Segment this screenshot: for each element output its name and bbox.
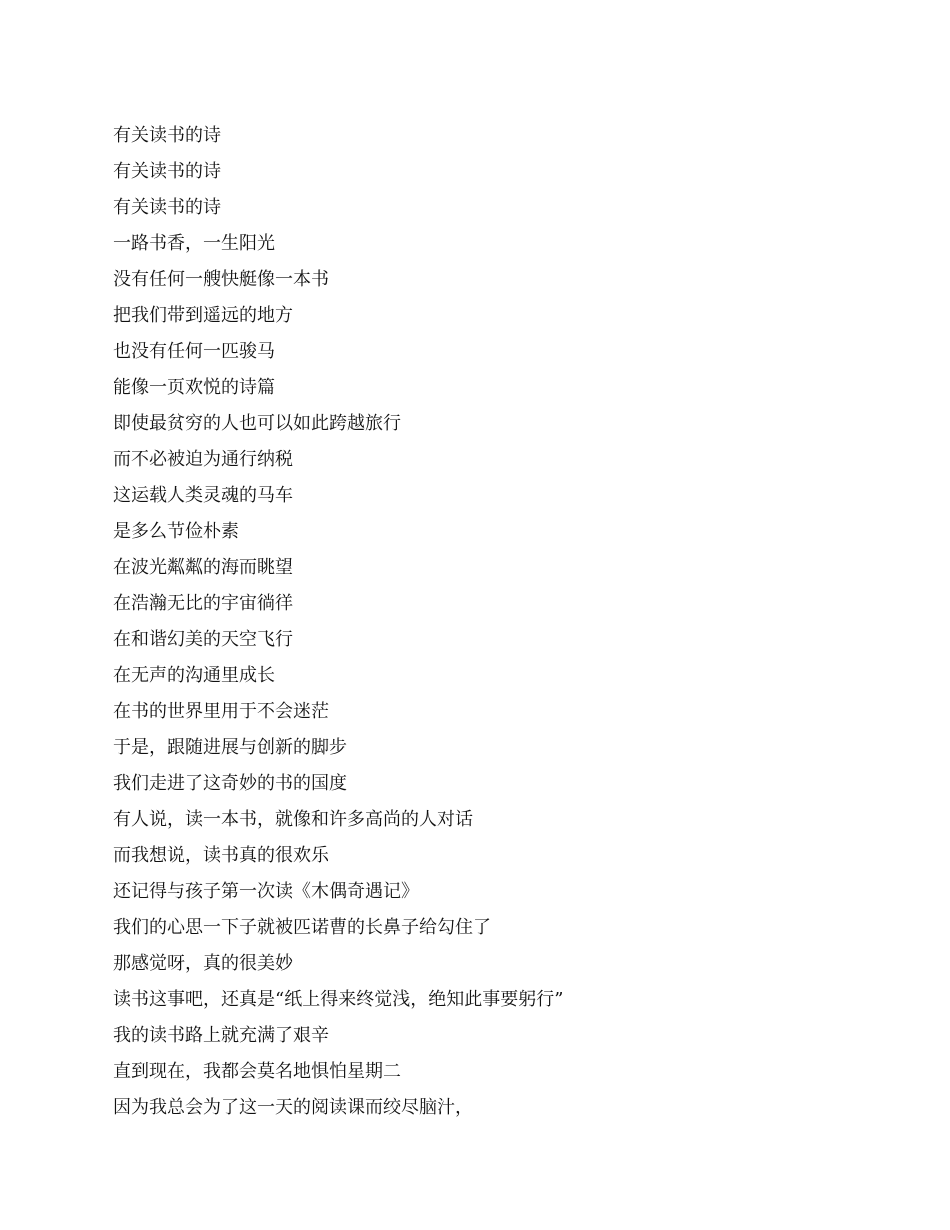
document-line: 还记得与孩子第一次读《木偶奇遇记》 [113,881,419,902]
document-line: 读书这事吧，还真是“纸上得来终觉浅，绝知此事要躬行” [113,989,564,1010]
document-line: 把我们带到遥远的地方 [113,305,293,326]
document-line: 也没有任何一匹骏马 [113,341,275,362]
document-line: 而我想说，读书真的很欢乐 [113,845,329,866]
document-line: 我们的心思一下子就被匹诺曹的长鼻子给勾住了 [113,917,491,938]
document-line: 在浩瀚无比的宇宙徜徉 [113,593,293,614]
document-line: 在书的世界里用于不会迷茫 [113,701,329,722]
document-line: 在无声的沟通里成长 [113,665,275,686]
document-line: 我们走进了这奇妙的书的国度 [113,773,347,794]
document-line: 是多么节俭朴素 [113,521,239,542]
document-line: 于是，跟随进展与创新的脚步 [113,737,347,758]
document-line: 一路书香，一生阳光 [113,233,275,254]
document-line: 这运载人类灵魂的马车 [113,485,293,506]
document-line: 而不必被迫为通行纳税 [113,449,293,470]
document-line: 有关读书的诗 [113,125,221,146]
document-line: 能像一页欢悦的诗篇 [113,377,275,398]
document-line: 有关读书的诗 [113,161,221,182]
document-line: 直到现在，我都会莫名地惧怕星期二 [113,1061,401,1082]
document-line: 即使最贫穷的人也可以如此跨越旅行 [113,413,401,434]
document-line: 有关读书的诗 [113,197,221,218]
document-line: 因为我总会为了这一天的阅读课而绞尽脑汁， [113,1097,473,1118]
document-line: 在和谐幻美的天空飞行 [113,629,293,650]
document-line: 有人说，读一本书，就像和许多高尚的人对话 [113,809,473,830]
document-line: 那感觉呀，真的很美妙 [113,953,293,974]
document-body [113,118,873,1126]
document-line: 在波光粼粼的海而眺望 [113,557,293,578]
document-line: 我的读书路上就充满了艰辛 [113,1025,329,1046]
document-line: 没有任何一艘快艇像一本书 [113,269,329,290]
